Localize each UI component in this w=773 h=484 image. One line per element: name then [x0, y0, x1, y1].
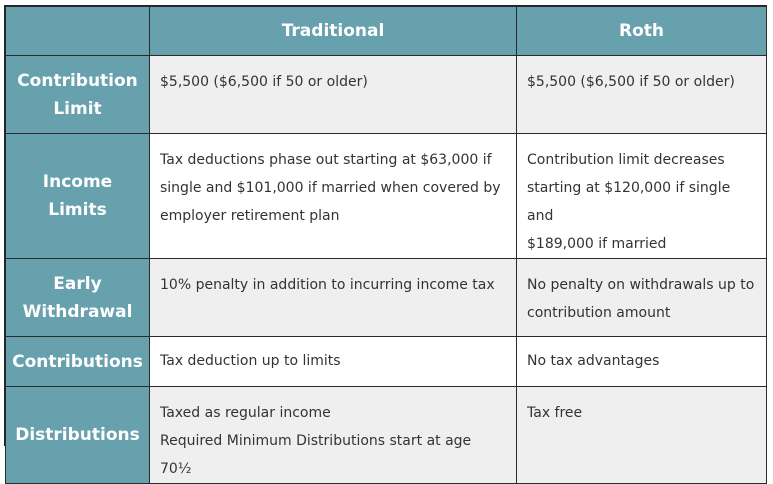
ira-comparison-table: [5, 6, 767, 484]
row-label-contributions: Contributions: [6, 337, 150, 387]
header-roth: Roth: [517, 7, 767, 56]
table-row: [6, 259, 767, 337]
comparison-table-container: [4, 5, 767, 477]
cell-roth: No penalty on withdrawals up to contribution amount: [517, 259, 767, 337]
table-row: [6, 387, 767, 484]
cell-traditional: Tax deductions phase out starting at $63,000 if single and $101,000 if married when covered by employer retirement plan: [150, 134, 517, 259]
row-label-distributions: Distributions: [6, 387, 150, 484]
cell-traditional: 10% penalty in addition to incurring income tax: [150, 259, 517, 337]
cell-roth: Contribution limit decreases starting at $120,000 if single and $189,000 if married: [517, 134, 767, 259]
cell-roth: $5,500 ($6,500 if 50 or older): [517, 56, 767, 134]
table-row: [6, 337, 767, 387]
row-label-early-withdrawal: Early Withdrawal: [6, 259, 150, 337]
header-row: [6, 7, 767, 56]
table-row: [6, 56, 767, 134]
row-label-income-limits: Income Limits: [6, 134, 150, 259]
cell-traditional: $5,500 ($6,500 if 50 or older): [150, 56, 517, 134]
header-empty-cell: [6, 7, 150, 56]
cell-roth: Tax free: [517, 387, 767, 484]
table-row: [6, 134, 767, 259]
row-label-contribution-limit: Contribution Limit: [6, 56, 150, 134]
cell-traditional: Tax deduction up to limits: [150, 337, 517, 387]
cell-roth: No tax advantages: [517, 337, 767, 387]
header-traditional: Traditional: [150, 7, 517, 56]
cell-traditional: Taxed as regular income Required Minimum Distributions start at age 70½: [150, 387, 517, 484]
